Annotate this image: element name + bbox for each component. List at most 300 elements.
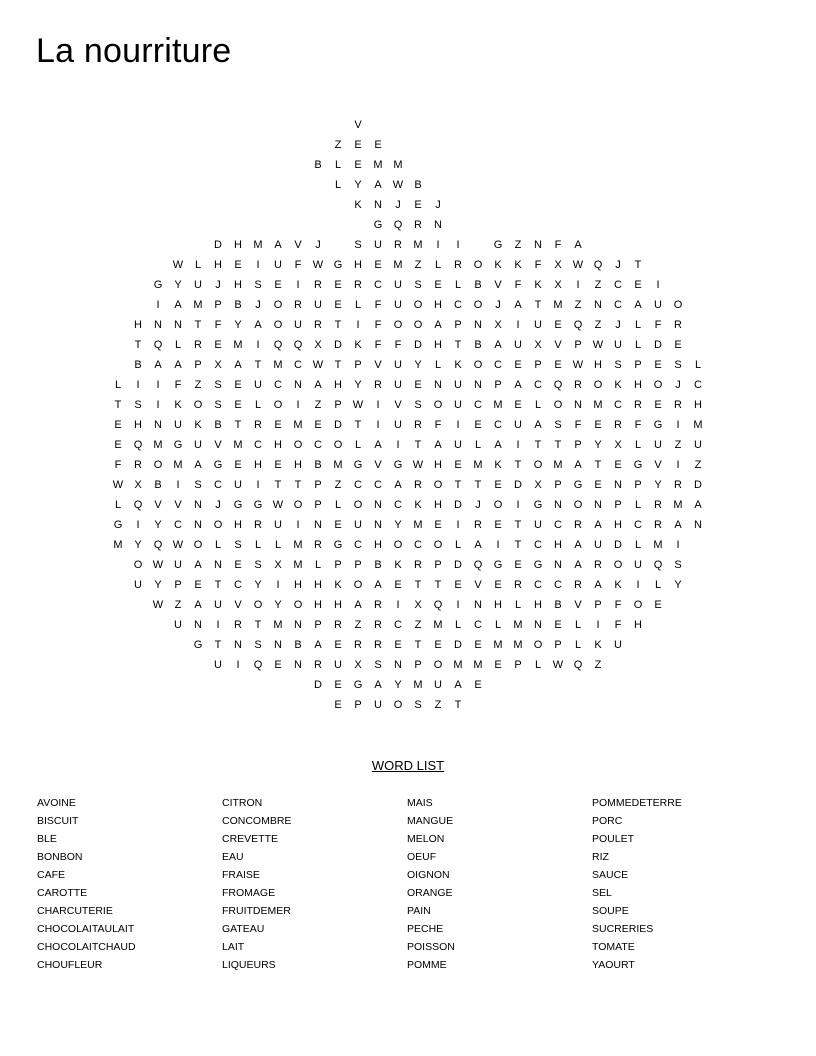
grid-letter: L <box>114 379 122 391</box>
grid-letter: A <box>314 639 322 651</box>
grid-letter: K <box>354 339 362 351</box>
grid-letter: N <box>474 319 482 331</box>
grid-letter: X <box>274 559 282 571</box>
grid-letter: T <box>334 319 342 331</box>
grid-letter: B <box>374 559 382 571</box>
grid-letter: U <box>394 379 402 391</box>
grid-letter: C <box>314 439 322 451</box>
grid-letter: N <box>294 619 302 631</box>
grid-letter: X <box>614 439 622 451</box>
grid-letter: B <box>234 299 242 311</box>
grid-letter: M <box>413 519 423 531</box>
grid-letter: O <box>533 639 543 651</box>
grid-letter: V <box>474 579 482 591</box>
grid-letter: T <box>454 479 462 491</box>
grid-letter: L <box>214 539 222 551</box>
page-title: La nourriture <box>36 32 232 70</box>
grid-letter: L <box>334 499 342 511</box>
grid-letter: Y <box>154 579 162 591</box>
grid-letter: X <box>354 659 362 671</box>
grid-letter: T <box>294 479 302 491</box>
grid-letter: R <box>634 399 642 411</box>
grid-letter: Z <box>194 379 202 391</box>
grid-letter: P <box>334 399 342 411</box>
grid-letter: I <box>596 619 600 631</box>
grid-letter: O <box>633 599 643 611</box>
grid-letter: I <box>376 399 380 411</box>
grid-letter: U <box>274 259 282 271</box>
grid-letter: C <box>534 579 542 591</box>
grid-letter: I <box>676 539 680 551</box>
grid-letter: A <box>374 679 382 691</box>
word-list-item: CHOCOLAITAULAIT <box>37 923 135 935</box>
grid-letter: W <box>152 599 164 611</box>
grid-letter: N <box>374 199 382 211</box>
grid-letter: P <box>194 359 202 371</box>
grid-letter: E <box>514 359 522 371</box>
grid-letter: M <box>113 539 123 551</box>
grid-letter: H <box>314 579 322 591</box>
grid-letter: D <box>334 419 342 431</box>
grid-letter: L <box>694 359 702 371</box>
grid-letter: V <box>374 359 382 371</box>
grid-letter: D <box>214 239 222 251</box>
grid-letter: C <box>414 539 422 551</box>
grid-letter: E <box>114 419 122 431</box>
grid-letter: O <box>293 499 303 511</box>
grid-letter: H <box>374 539 382 551</box>
grid-letter: C <box>374 479 382 491</box>
word-list <box>37 794 797 974</box>
grid-letter: U <box>194 439 202 451</box>
grid-letter: O <box>413 319 423 331</box>
grid-letter: H <box>234 519 242 531</box>
grid-letter: X <box>214 359 222 371</box>
grid-letter: O <box>273 319 283 331</box>
grid-letter: O <box>253 599 263 611</box>
grid-letter: O <box>433 479 443 491</box>
grid-letter: R <box>234 619 242 631</box>
grid-letter: S <box>414 399 422 411</box>
grid-letter: N <box>474 599 482 611</box>
word-list-item: RIZ <box>592 851 609 863</box>
grid-letter: K <box>394 559 402 571</box>
grid-letter: U <box>614 639 622 651</box>
grid-letter: S <box>254 559 262 571</box>
grid-letter: H <box>234 279 242 291</box>
grid-letter: K <box>614 579 622 591</box>
grid-letter: G <box>113 519 123 531</box>
grid-letter: N <box>614 479 622 491</box>
word-list-item: OEUF <box>407 851 437 863</box>
grid-letter: W <box>312 359 324 371</box>
grid-letter: I <box>356 319 360 331</box>
grid-letter: R <box>594 559 602 571</box>
grid-letter: G <box>333 539 343 551</box>
grid-letter: B <box>414 179 422 191</box>
grid-letter: M <box>473 459 483 471</box>
grid-letter: O <box>673 299 683 311</box>
grid-letter: L <box>254 399 262 411</box>
grid-letter: C <box>474 619 482 631</box>
grid-letter: A <box>534 419 542 431</box>
grid-letter: S <box>354 239 362 251</box>
grid-letter: U <box>694 439 702 451</box>
grid-letter: A <box>494 339 502 351</box>
grid-letter: I <box>516 439 520 451</box>
grid-letter: F <box>554 239 562 251</box>
grid-letter: O <box>213 519 223 531</box>
grid-letter: I <box>516 319 520 331</box>
grid-letter: N <box>294 659 302 671</box>
grid-letter: L <box>354 439 362 451</box>
grid-letter: U <box>634 559 642 571</box>
grid-letter: O <box>193 539 203 551</box>
grid-letter: N <box>194 519 202 531</box>
grid-letter: E <box>434 279 442 291</box>
grid-letter: I <box>296 279 300 291</box>
grid-letter: U <box>654 439 662 451</box>
grid-letter: E <box>494 579 502 591</box>
grid-letter: C <box>494 359 502 371</box>
grid-letter: N <box>174 319 182 331</box>
grid-letter: I <box>676 459 680 471</box>
grid-letter: P <box>534 359 542 371</box>
grid-letter: D <box>314 679 322 691</box>
grid-letter: B <box>554 599 562 611</box>
grid-letter: U <box>234 479 242 491</box>
grid-letter: T <box>254 359 262 371</box>
grid-letter: A <box>494 439 502 451</box>
grid-letter: I <box>656 279 660 291</box>
grid-letter: T <box>514 539 522 551</box>
grid-letter: O <box>193 399 203 411</box>
grid-letter: X <box>534 479 542 491</box>
grid-letter: E <box>554 359 562 371</box>
grid-letter: T <box>234 419 242 431</box>
grid-letter: H <box>534 599 542 611</box>
grid-letter: Z <box>334 139 342 151</box>
grid-letter: D <box>454 639 462 651</box>
grid-letter: E <box>354 139 362 151</box>
grid-letter: U <box>394 419 402 431</box>
grid-letter: H <box>434 499 442 511</box>
grid-letter: A <box>194 559 202 571</box>
word-list-item: TOMATE <box>592 941 635 953</box>
grid-letter: K <box>534 279 542 291</box>
grid-letter: E <box>214 339 222 351</box>
grid-letter: P <box>574 439 582 451</box>
grid-letter: E <box>654 599 662 611</box>
grid-letter: R <box>314 319 322 331</box>
grid-letter: H <box>134 419 142 431</box>
grid-letter: V <box>214 439 222 451</box>
grid-letter: R <box>314 539 322 551</box>
grid-letter: E <box>634 279 642 291</box>
grid-letter: N <box>594 499 602 511</box>
grid-letter: G <box>573 479 583 491</box>
grid-letter: N <box>394 659 402 671</box>
grid-letter: A <box>674 519 682 531</box>
grid-letter: Q <box>133 439 143 451</box>
grid-letter: R <box>674 319 682 331</box>
word-list-item: MANGUE <box>407 815 454 827</box>
grid-letter: V <box>374 459 382 471</box>
grid-letter: P <box>454 319 462 331</box>
grid-letter: X <box>534 339 542 351</box>
grid-letter: O <box>413 299 423 311</box>
grid-letter: I <box>516 499 520 511</box>
grid-letter: E <box>474 679 482 691</box>
grid-letter: Q <box>293 339 303 351</box>
grid-letter: C <box>614 299 622 311</box>
grid-letter: D <box>334 339 342 351</box>
grid-letter: E <box>334 699 342 711</box>
word-list-item: FROMAGE <box>222 887 276 899</box>
grid-letter: B <box>154 479 162 491</box>
grid-letter: O <box>653 379 663 391</box>
word-list-item: PAIN <box>407 905 431 917</box>
grid-letter: U <box>374 699 382 711</box>
grid-letter: F <box>614 599 622 611</box>
grid-letter: M <box>553 299 563 311</box>
grid-letter: M <box>673 499 683 511</box>
grid-letter: F <box>614 619 622 631</box>
grid-letter: J <box>215 499 221 511</box>
grid-letter: N <box>434 379 442 391</box>
grid-letter: A <box>594 519 602 531</box>
grid-letter: H <box>354 259 362 271</box>
grid-letter: A <box>174 299 182 311</box>
grid-letter: P <box>314 479 322 491</box>
grid-letter: T <box>514 519 522 531</box>
grid-letter: F <box>634 419 642 431</box>
grid-letter: I <box>236 659 240 671</box>
grid-letter: L <box>314 559 322 571</box>
grid-letter: T <box>254 619 262 631</box>
grid-letter: K <box>514 259 522 271</box>
grid-letter: Z <box>174 599 182 611</box>
grid-letter: O <box>433 399 443 411</box>
grid-letter: L <box>634 439 642 451</box>
grid-letter: N <box>154 319 162 331</box>
grid-letter: U <box>654 299 662 311</box>
grid-letter: W <box>392 179 404 191</box>
grid-letter: S <box>674 559 682 571</box>
grid-letter: R <box>674 399 682 411</box>
grid-letter: O <box>553 399 563 411</box>
grid-letter: J <box>315 239 321 251</box>
grid-letter: R <box>294 299 302 311</box>
grid-letter: L <box>434 359 442 371</box>
grid-letter: U <box>174 619 182 631</box>
grid-letter: L <box>534 399 542 411</box>
grid-letter: V <box>554 339 562 351</box>
grid-letter: A <box>474 539 482 551</box>
grid-letter: W <box>572 359 584 371</box>
grid-letter: Y <box>274 599 282 611</box>
grid-letter: M <box>293 539 303 551</box>
word-list-item: CONCOMBRE <box>222 815 292 827</box>
grid-letter: L <box>454 619 462 631</box>
grid-letter: H <box>254 459 262 471</box>
grid-letter: E <box>654 359 662 371</box>
grid-letter: U <box>394 359 402 371</box>
grid-letter: E <box>314 419 322 431</box>
grid-letter: E <box>334 639 342 651</box>
grid-letter: I <box>156 399 160 411</box>
grid-letter: Z <box>594 279 602 291</box>
grid-letter: I <box>396 599 400 611</box>
grid-letter: L <box>434 259 442 271</box>
grid-letter: E <box>234 259 242 271</box>
grid-letter: R <box>354 639 362 651</box>
grid-letter: H <box>294 459 302 471</box>
grid-letter: P <box>354 559 362 571</box>
grid-letter: O <box>393 539 403 551</box>
grid-letter: J <box>475 499 481 511</box>
grid-letter: R <box>654 499 662 511</box>
grid-letter: R <box>454 259 462 271</box>
grid-letter: M <box>373 159 383 171</box>
grid-letter: H <box>214 259 222 271</box>
grid-letter: F <box>574 419 582 431</box>
grid-letter: G <box>373 219 383 231</box>
grid-letter: G <box>393 459 403 471</box>
grid-letter: M <box>233 439 243 451</box>
grid-letter: G <box>533 559 543 571</box>
grid-letter: W <box>412 459 424 471</box>
grid-letter: L <box>494 619 502 631</box>
grid-letter: T <box>454 339 462 351</box>
grid-letter: C <box>614 279 622 291</box>
grid-letter: R <box>254 419 262 431</box>
grid-letter: M <box>393 259 403 271</box>
grid-letter: H <box>634 379 642 391</box>
grid-letter: R <box>414 219 422 231</box>
grid-letter: V <box>574 599 582 611</box>
grid-letter: R <box>654 519 662 531</box>
grid-letter: T <box>114 399 122 411</box>
grid-letter: C <box>354 479 362 491</box>
grid-letter: U <box>214 659 222 671</box>
grid-letter: Q <box>553 379 563 391</box>
grid-letter: L <box>354 299 362 311</box>
grid-letter: Q <box>593 259 603 271</box>
grid-letter: T <box>274 479 282 491</box>
grid-letter: A <box>594 579 602 591</box>
grid-letter: H <box>294 579 302 591</box>
grid-letter: M <box>153 439 163 451</box>
word-list-item: CREVETTE <box>222 833 279 845</box>
grid-letter: B <box>314 459 322 471</box>
grid-letter: M <box>173 459 183 471</box>
grid-letter: O <box>593 379 603 391</box>
grid-letter: N <box>234 639 242 651</box>
grid-letter: I <box>376 419 380 431</box>
grid-letter: M <box>453 659 463 671</box>
grid-letter: Y <box>654 479 662 491</box>
grid-letter: Q <box>153 339 163 351</box>
grid-letter: K <box>494 459 502 471</box>
grid-letter: L <box>274 539 282 551</box>
grid-letter: M <box>413 679 423 691</box>
grid-letter: U <box>454 399 462 411</box>
grid-letter: L <box>634 339 642 351</box>
grid-letter: E <box>454 579 462 591</box>
grid-letter: U <box>434 679 442 691</box>
grid-letter: A <box>434 439 442 451</box>
grid-letter: I <box>496 539 500 551</box>
grid-letter: U <box>454 379 462 391</box>
grid-letter: U <box>174 419 182 431</box>
grid-letter: B <box>134 359 142 371</box>
grid-letter: E <box>594 419 602 431</box>
grid-letter: L <box>574 619 582 631</box>
grid-letter: V <box>174 499 182 511</box>
grid-letter: M <box>273 359 283 371</box>
grid-letter: Y <box>394 679 402 691</box>
grid-letter: N <box>274 639 282 651</box>
grid-letter: L <box>454 539 462 551</box>
word-list-item: CHARCUTERIE <box>37 905 113 917</box>
grid-letter: L <box>634 499 642 511</box>
grid-letter: U <box>274 519 282 531</box>
grid-letter: H <box>274 439 282 451</box>
grid-letter: D <box>454 559 462 571</box>
grid-letter: U <box>294 319 302 331</box>
grid-letter: P <box>354 359 362 371</box>
grid-letter: T <box>554 439 562 451</box>
grid-letter: I <box>636 579 640 591</box>
grid-letter: T <box>214 579 222 591</box>
grid-letter: S <box>414 279 422 291</box>
word-list-item: CAFE <box>37 869 66 881</box>
grid-letter: N <box>374 499 382 511</box>
grid-letter: M <box>273 619 283 631</box>
word-list-item: LIQUEURS <box>222 959 276 971</box>
grid-letter: A <box>574 459 582 471</box>
grid-letter: E <box>334 679 342 691</box>
grid-letter: L <box>634 539 642 551</box>
grid-letter: R <box>374 379 382 391</box>
grid-letter: H <box>554 539 562 551</box>
grid-letter: C <box>394 619 402 631</box>
grid-letter: A <box>514 379 522 391</box>
grid-letter: V <box>494 279 502 291</box>
grid-letter: P <box>214 299 222 311</box>
grid-letter: H <box>494 599 502 611</box>
grid-letter: L <box>654 579 662 591</box>
grid-letter: W <box>172 259 184 271</box>
grid-letter: W <box>352 399 364 411</box>
word-list-item: SUCRERIES <box>592 923 654 935</box>
grid-letter: O <box>473 259 483 271</box>
grid-letter: Z <box>414 259 422 271</box>
grid-letter: R <box>674 479 682 491</box>
grid-letter: S <box>234 539 242 551</box>
grid-letter: A <box>374 579 382 591</box>
grid-letter: M <box>593 399 603 411</box>
grid-letter: E <box>234 399 242 411</box>
grid-letter: P <box>314 499 322 511</box>
grid-letter: T <box>474 479 482 491</box>
grid-letter: U <box>214 599 222 611</box>
grid-letter: H <box>334 379 342 391</box>
grid-letter: O <box>293 439 303 451</box>
grid-letter: R <box>514 579 522 591</box>
grid-letter: Y <box>254 579 262 591</box>
